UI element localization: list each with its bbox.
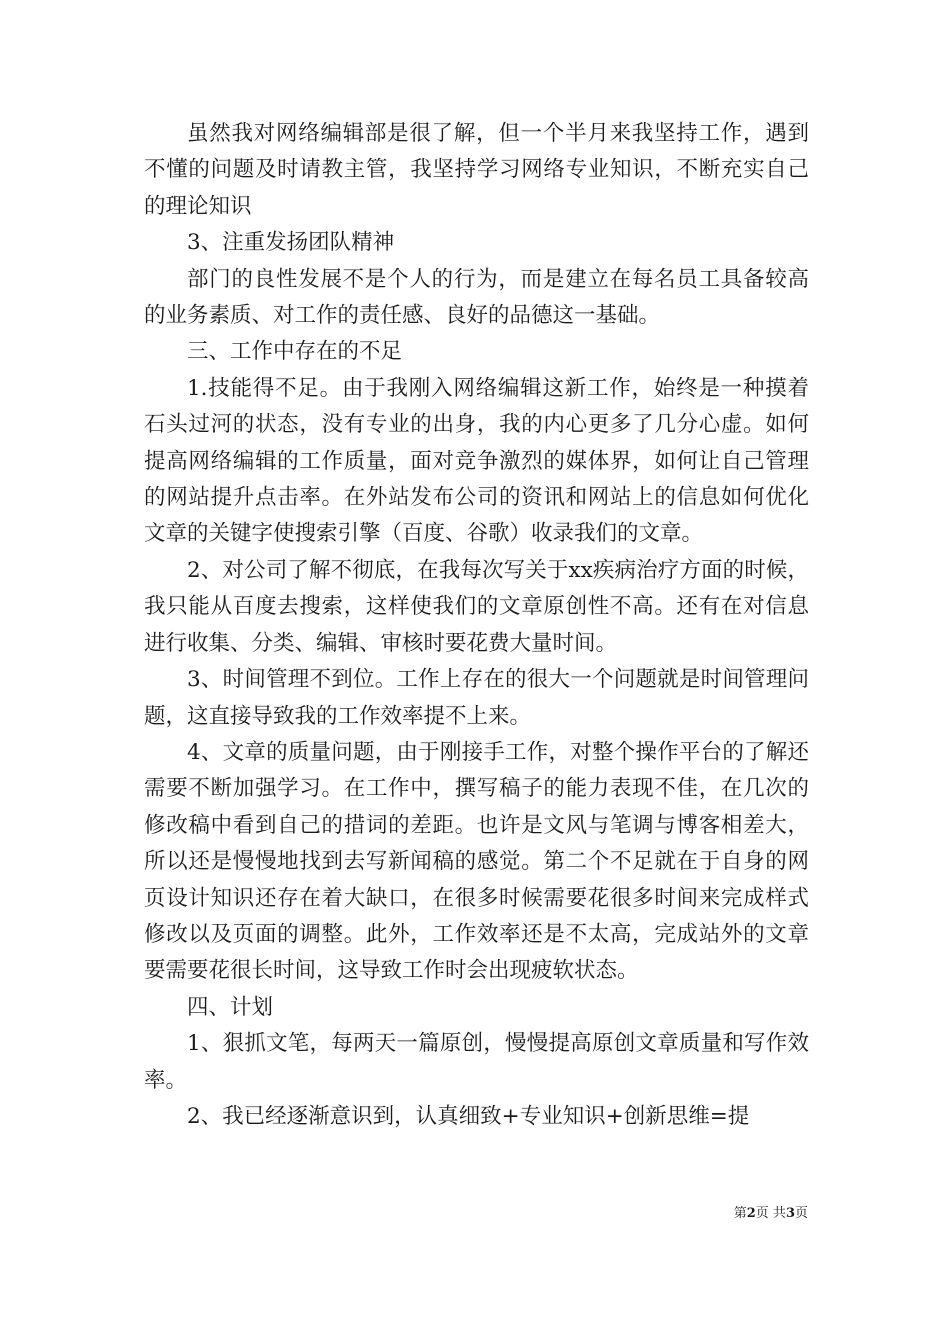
section-heading-3: 三、工作中存在的不足 bbox=[187, 339, 403, 365]
total-pages-number: 3 bbox=[785, 1206, 795, 1221]
paragraph-plan-2: 2、我已经逐渐意识到，认真细致+专业知识+创新思维=提 bbox=[187, 1103, 750, 1129]
section-heading-4: 四、计划 bbox=[187, 994, 274, 1020]
paragraph-shortcoming-3: 3、时间管理不到位。工作上存在的很大一个问题就是时间管理问题，这直接导致我的工作效率提不上来。 bbox=[144, 667, 809, 729]
paragraph-plan-1: 1、狠抓文笔，每两天一篇原创，慢慢提高原创文章质量和写作效率。 bbox=[144, 1031, 809, 1093]
paragraph-3: 部门的良性发展不是个人的行为，而是建立在每名员工具备较高的业务素质、对工作的责任感、良好的品德这一基础。 bbox=[144, 266, 809, 329]
paragraph-shortcoming-2: 2、对公司了解不彻底，在我每次写关于xx疾病治疗方面的时候，我只能从百度去搜索，这样使我们的文章原创性不高。还有在对信息进行收集、分类、编辑、审核时要花费大量时间。 bbox=[144, 557, 809, 656]
footer-suffix: 页 bbox=[794, 1206, 808, 1221]
page-footer bbox=[734, 1206, 808, 1222]
current-page-number: 2 bbox=[746, 1206, 756, 1221]
paragraph-shortcoming-4: 4、文章的质量问题，由于刚接手工作，对整个操作平台的了解还需要不断加强学习。在工作中，撰写稿子的能力表现不佳，在几次的修改稿中看到自己的措词的差距。也许是文风与笔调与博客相差大，所以还是慢慢地找到去写新闻稿的感觉。第二个不足就在于自身的网页设计知识还存在着大缺口，在很多时候需要花很多时间来完成样式修改以及页面的调整。此外，工作效率还是不太高，完成站外的文章要需要花很长时间，这导致工作时会出现疲软状态。 bbox=[144, 739, 809, 984]
document-body bbox=[144, 116, 809, 1135]
footer-prefix: 第 bbox=[733, 1206, 747, 1221]
paragraph-1: 虽然我对网络编辑部是很了解，但一个半月来我坚持工作，遇到不懂的问题及时请教主管，我坚持学习网络专业知识，不断充实自己的理论知识 bbox=[144, 121, 809, 219]
paragraph-2-heading: 3、注重发扬团队精神 bbox=[187, 230, 395, 256]
paragraph-shortcoming-1: 1.技能得不足。由于我刚入网络编辑这新工作，始终是一种摸着石头过河的状态，没有专业的出身，我的内心更多了几分心虚。如何提高网络编辑的工作质量，面对竞争激烈的媒体界，如何让自己管理的网站提升点击率。在外站发布公司的资讯和网站上的信息如何优化文章的关键字使搜索引擎（百度、谷歌）收录我们的文章。 bbox=[144, 375, 809, 547]
footer-middle: 页 共 bbox=[755, 1206, 786, 1221]
